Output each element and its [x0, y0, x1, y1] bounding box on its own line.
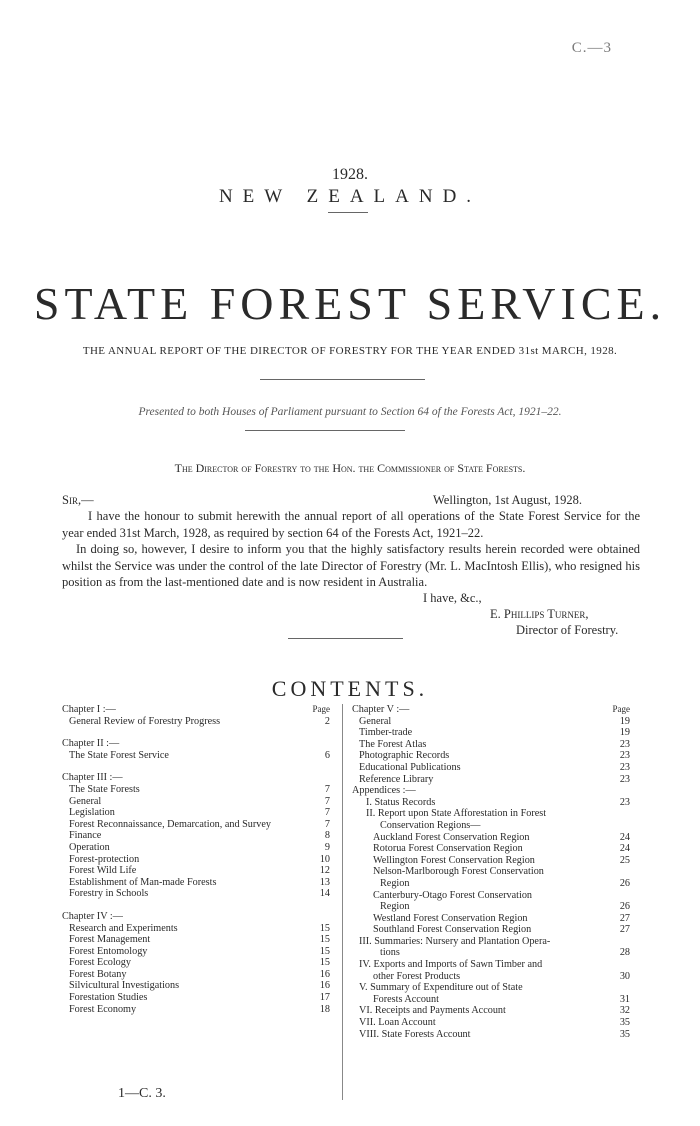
toc-entry-text: Chapter I :— — [62, 704, 116, 715]
toc-page-number: 23 — [619, 773, 630, 785]
toc-entry-text: Finance — [69, 830, 102, 842]
place-date: Wellington, 1st August, 1928. — [433, 493, 582, 507]
toc-entry-text: Research and Experiments — [69, 922, 178, 934]
toc-page-number: 24 — [619, 843, 630, 855]
toc-entry-text: Forest-protection — [69, 853, 140, 865]
toc-entry-text: other Forest Products — [373, 970, 461, 982]
toc-entry — [352, 866, 630, 878]
signatory-title: Director of Forestry. — [516, 623, 619, 637]
toc-entry-text: IV. Exports and Imports of Sawn Timber and — [359, 959, 543, 971]
divider — [260, 379, 425, 380]
toc-page-number: 31 — [619, 993, 630, 1005]
toc-page-number: 23 — [619, 738, 630, 750]
toc-page-number: 24 — [619, 831, 630, 843]
toc-entry — [62, 888, 330, 900]
toc-page-number: 18 — [319, 1003, 330, 1015]
toc-page-number: 19 — [619, 715, 630, 727]
toc-page-number: 10 — [319, 853, 330, 865]
toc-entry-text: Forest Ecology — [69, 957, 131, 969]
letter-paragraph-2: In doing so, however, I desire to inform you that the highly satisfactory results herein recorded were obtained whilst the Service was under the control of the late Director of Forestry (Mr. L. MacIntosh Ellis), who resigned his position as from the last-mentioned date and is now resident in Australia. — [62, 542, 640, 589]
toc-page-number: 17 — [319, 992, 330, 1004]
toc-page-number: 28 — [619, 947, 630, 959]
toc-entry — [62, 946, 330, 958]
toc-entry-text: Forestry in Schools — [69, 888, 149, 900]
toc-entry-text: Forest Reconnaissance, Demarcation, and Survey — [69, 818, 271, 830]
toc-page-number: 12 — [319, 865, 330, 877]
toc-page-number: 16 — [319, 968, 330, 980]
toc-entry — [352, 843, 630, 855]
divider — [288, 638, 403, 639]
toc-entry — [62, 807, 330, 819]
toc-entry — [62, 704, 330, 716]
document-title: STATE FOREST SERVICE. — [33, 278, 667, 329]
toc-entry-text: Chapter IV :— — [62, 910, 123, 922]
toc-entry-text: Appendices :— — [352, 785, 416, 797]
toc-page-number: 15 — [319, 922, 330, 934]
toc-page-number: 27 — [619, 924, 630, 936]
toc-entry-text: II. Report upon State Afforestation in Forest — [366, 808, 547, 820]
toc-entry — [62, 865, 330, 877]
toc-entry — [352, 924, 630, 936]
toc-page-number: 13 — [319, 876, 330, 888]
toc-page-number: 2 — [324, 715, 330, 727]
toc-entry-text: Canterbury-Otago Forest Conservation — [373, 889, 533, 901]
toc-page-number: 26 — [619, 901, 630, 913]
toc-entry-text: Chapter II :— — [62, 738, 120, 750]
toc-page-number: 35 — [619, 1017, 630, 1029]
toc-entry — [62, 772, 330, 784]
toc-entry — [352, 982, 630, 994]
toc-entry-text: I. Status Records — [366, 796, 436, 808]
toc-entry-text: VIII. State Forests Account — [359, 1028, 471, 1040]
toc-entry — [62, 934, 330, 946]
toc-entry — [62, 969, 330, 981]
toc-entry — [352, 704, 630, 716]
toc-entry — [62, 738, 330, 750]
toc-entry — [62, 854, 330, 866]
toc-entry — [352, 774, 630, 786]
toc-page-number: 7 — [324, 818, 330, 830]
toc-entry-text: Forests Account — [373, 993, 439, 1005]
toc-entry-text: Establishment of Man-made Forests — [69, 876, 217, 888]
toc-entry-text: Legislation — [69, 807, 115, 819]
toc-entry-text: The State Forest Service — [69, 749, 169, 761]
toc-entry — [62, 796, 330, 808]
toc-entry — [62, 716, 330, 728]
toc-page-number: 7 — [324, 795, 330, 807]
toc-entry — [62, 842, 330, 854]
toc-entry — [62, 877, 330, 889]
toc-entry-text: Timber-trade — [359, 727, 413, 739]
toc-page-number: 30 — [619, 970, 630, 982]
toc-entry-text: Conservation Regions— — [380, 819, 481, 831]
toc-page-number: 9 — [324, 841, 330, 853]
toc-entry — [352, 727, 630, 739]
toc-entry-text: General Review of Forestry Progress — [69, 715, 221, 727]
toc-entry — [352, 820, 630, 832]
toc-entry-text: V. Summary of Expenditure out of State — [359, 982, 523, 994]
toc-entry — [352, 808, 630, 820]
toc-entry — [62, 980, 330, 992]
toc-entry — [352, 785, 630, 797]
toc-entry — [352, 890, 630, 902]
toc-entry — [352, 832, 630, 844]
toc-entry-text: Forest Entomology — [69, 945, 148, 957]
toc-page-number: 26 — [619, 877, 630, 889]
toc-entry — [352, 994, 630, 1006]
toc-entry-text: Operation — [69, 841, 110, 853]
toc-entry-text: Silvicultural Investigations — [69, 980, 180, 992]
report-year: 1928. — [332, 166, 368, 183]
toc-entry — [62, 819, 330, 831]
page-column-heading: Page — [312, 704, 330, 714]
toc-entry — [352, 959, 630, 971]
toc-entry — [352, 947, 630, 959]
toc-entry — [352, 971, 630, 983]
toc-page-number: 7 — [324, 783, 330, 795]
toc-entry-text: Chapter III :— — [62, 772, 123, 784]
toc-entry — [62, 923, 330, 935]
toc-page-number: 32 — [619, 1005, 630, 1017]
toc-entry — [352, 913, 630, 925]
toc-entry-text: The Forest Atlas — [359, 738, 427, 750]
toc-entry — [352, 739, 630, 751]
toc-entry-text: Auckland Forest Conservation Region — [373, 831, 530, 843]
page-column-heading: Page — [612, 704, 630, 714]
toc-entry — [62, 911, 330, 923]
toc-entry-text: Reference Library — [359, 773, 434, 785]
toc-entry — [62, 750, 330, 762]
letter-address: The Director of Forestry to the Hon. the Commissioner of State Forests. — [174, 461, 526, 475]
toc-page-number: 27 — [619, 912, 630, 924]
toc-entry-text: Region — [380, 877, 410, 889]
presentation-note: Presented to both Houses of Parliament pursuant to Section 64 of the Forests Act, 1921–22. — [138, 406, 562, 418]
letter-closing: I have, &c., — [423, 591, 482, 605]
toc-entry — [62, 784, 330, 796]
toc-entry-text: Westland Forest Conservation Region — [373, 912, 528, 924]
toc-entry — [352, 762, 630, 774]
salutation: Sir,— — [62, 493, 94, 507]
toc-entry — [352, 1005, 630, 1017]
toc-page-number: 23 — [619, 796, 630, 808]
toc-entry — [352, 1017, 630, 1029]
divider — [328, 212, 368, 213]
contents-title: CONTENTS. — [271, 676, 429, 701]
toc-page-number: 23 — [619, 750, 630, 762]
toc-entry — [352, 901, 630, 913]
toc-page-number: 15 — [319, 934, 330, 946]
toc-entry-text: VI. Receipts and Payments Account — [359, 1005, 506, 1017]
toc-entry-text: Educational Publications — [359, 761, 461, 773]
contents-left-column — [62, 704, 330, 1015]
toc-page-number: 19 — [619, 727, 630, 739]
signatory-name: E. Phillips Turner, — [490, 607, 589, 621]
toc-entry — [62, 957, 330, 969]
toc-page-number: 6 — [324, 749, 330, 761]
toc-entry-text: The State Forests — [69, 783, 140, 795]
toc-entry-text: Rotorua Forest Conservation Region — [373, 843, 523, 855]
toc-entry-text: General — [359, 715, 392, 727]
toc-page-number: 23 — [619, 761, 630, 773]
toc-entry — [352, 750, 630, 762]
country-heading: NEW ZEALAND. — [218, 186, 482, 207]
letter-paragraph-1: I have the honour to submit herewith the annual report of all operations of the State Forest Service for the year ended 31st March, 1928, as required by section 64 of the Forests Act, 1921–22. — [62, 509, 640, 540]
document-subtitle: THE ANNUAL REPORT OF THE DIRECTOR OF FORESTRY FOR THE YEAR ENDED 31st MARCH, 1928. — [82, 345, 618, 357]
page-identifier: C.—3 — [571, 40, 612, 56]
toc-page-number: 7 — [324, 807, 330, 819]
toc-entry — [352, 1029, 630, 1041]
toc-entry-text: Forest Wild Life — [69, 865, 137, 877]
toc-page-number: 15 — [319, 945, 330, 957]
toc-entry-text: Forest Botany — [69, 968, 127, 980]
toc-entry — [352, 878, 630, 890]
toc-entry-text: General — [69, 795, 102, 807]
toc-page-number: 16 — [319, 980, 330, 992]
divider — [245, 430, 405, 431]
toc-entry-text: Forestation Studies — [69, 992, 148, 1004]
toc-entry-text: Chapter V :— — [352, 704, 410, 715]
toc-entry — [352, 855, 630, 867]
toc-entry — [62, 830, 330, 842]
toc-page-number: 14 — [319, 888, 330, 900]
toc-page-number: 35 — [619, 1028, 630, 1040]
toc-page-number: 15 — [319, 957, 330, 969]
toc-page-number: 25 — [619, 854, 630, 866]
toc-entry-text: VII. Loan Account — [359, 1017, 436, 1029]
page-footer: 1—C. 3. — [118, 1086, 166, 1101]
toc-entry-text: Nelson-Marlborough Forest Conservation — [373, 866, 544, 878]
toc-entry — [62, 1004, 330, 1016]
toc-entry-text: III. Summaries: Nursery and Plantation Opera- — [359, 935, 551, 947]
toc-entry-text: tions — [380, 947, 400, 959]
toc-entry-text: Wellington Forest Conservation Region — [373, 854, 535, 866]
contents-right-column — [352, 704, 630, 1040]
column-divider — [342, 704, 343, 1100]
toc-entry-text: Photographic Records — [359, 750, 450, 762]
toc-entry-text: Southland Forest Conservation Region — [373, 924, 532, 936]
toc-page-number: 8 — [324, 830, 330, 842]
toc-entry-text: Region — [380, 901, 410, 913]
toc-entry — [62, 992, 330, 1004]
toc-entry-text: Forest Economy — [69, 1003, 137, 1015]
toc-entry-text: Forest Management — [69, 934, 151, 946]
toc-entry — [352, 716, 630, 728]
toc-entry — [352, 936, 630, 948]
toc-entry — [352, 797, 630, 809]
